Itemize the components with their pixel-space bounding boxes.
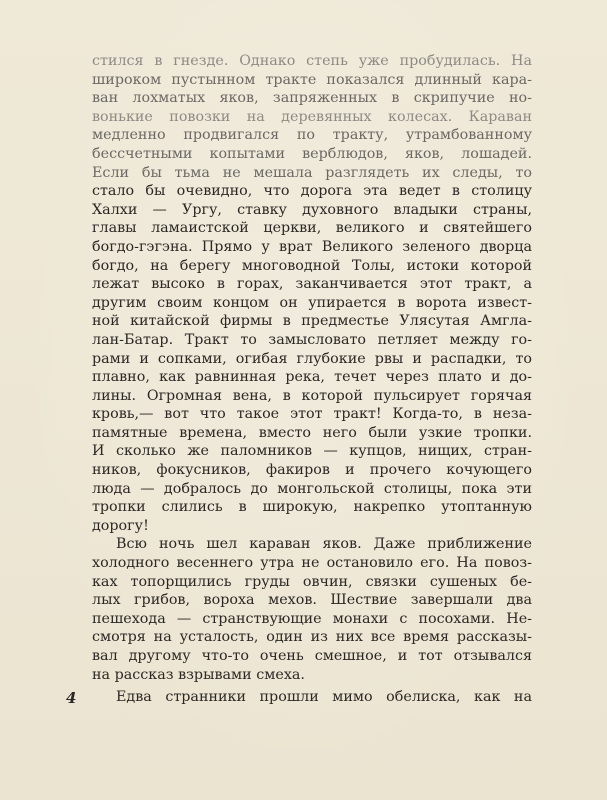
text-line: лины. Огромная вена, в которой пульсирует горячая [92, 387, 532, 404]
text-line: рами и сопками, огибая глубокие рвы и распадки, то [92, 350, 532, 367]
text-line: Если бы тьма не мешала разглядеть их следы, то [92, 164, 532, 181]
text-line: стился в гнезде. Однако степь уже пробудилась. На [92, 53, 532, 69]
text-line: лых грибов, вороха мехов. Шествие завершали два [92, 592, 532, 609]
text-line: ках топорщились груды овчин, связки сушеных бе- [92, 573, 532, 590]
text-line: медленно продвигался по тракту, утрамбованному [92, 127, 532, 144]
text-line: ван лохматых яков, запряженных в скрипучие но- [92, 90, 532, 107]
text-line: главы ламаистской церкви, великого и святейшего [92, 220, 532, 237]
text-line: богдо-гэгэна. Прямо у врат Великого зеленого дворца [92, 238, 532, 255]
text-line: стало бы очевидно, что дорога эта ведет в столицу [92, 183, 532, 200]
text-line: другим своим концом он упирается в ворота извест- [92, 294, 532, 311]
text-line: плавно, как равнинная река, течет через плато и до- [92, 369, 532, 386]
page-number: 4 [66, 689, 77, 707]
text-line: вал другому что-то очень смешное, и тот отзывался [92, 648, 532, 664]
text-line: лежат высоко в горах, заканчивается этот тракт, а [92, 276, 532, 293]
text-line: ников, фокусников, факиров и прочего кочующего [92, 462, 532, 479]
text-line: ной китайской фирмы в предместье Улясутая Амгла- [92, 313, 532, 330]
text-line: вонькие повозки на деревянных колесах. Караван [92, 108, 532, 125]
text-line: лан-Батар. Тракт то замысловато петляет между го- [92, 331, 532, 348]
text-line: тропки слились в широкую, накрепко утоптанную [92, 499, 532, 516]
text-line: люда — добралось до монгольской столицы, пока эти [92, 480, 532, 497]
text-line: богдо, на берегу многоводной Толы, истоки которой [92, 257, 532, 274]
text-line: Всю ночь шел караван яков. Даже приближение [116, 536, 532, 553]
text-line: широком пустынном тракте показался длинный кара- [92, 71, 532, 88]
text-line: на рассказ взрывами смеха. [92, 666, 305, 683]
text-line: бессчетными копытами верблюдов, яков, лошадей. [92, 145, 532, 162]
text-line: пешехода — странствующие монахи с посохами. Не- [92, 610, 532, 627]
text-line: дорогу! [92, 517, 149, 534]
body-text [92, 52, 532, 684]
text-line: Халхи — Ургу, ставку духовного владыки страны, [92, 201, 532, 218]
text-line: памятные времена, вместо него были узкие тропки. [92, 424, 532, 441]
text-line: смотря на усталость, один из них все время рассказы- [92, 629, 532, 646]
text-line-indented: Едва странники прошли мимо обелиска, как на [116, 689, 532, 705]
text-line: И сколько же паломников — купцов, нищих, стран- [92, 443, 532, 460]
text-line: кровь,— вот что такое этот тракт! Когда-то, в незa- [92, 406, 532, 423]
text-line: холодного весеннего утра не остановило его. На повоз- [92, 555, 532, 572]
